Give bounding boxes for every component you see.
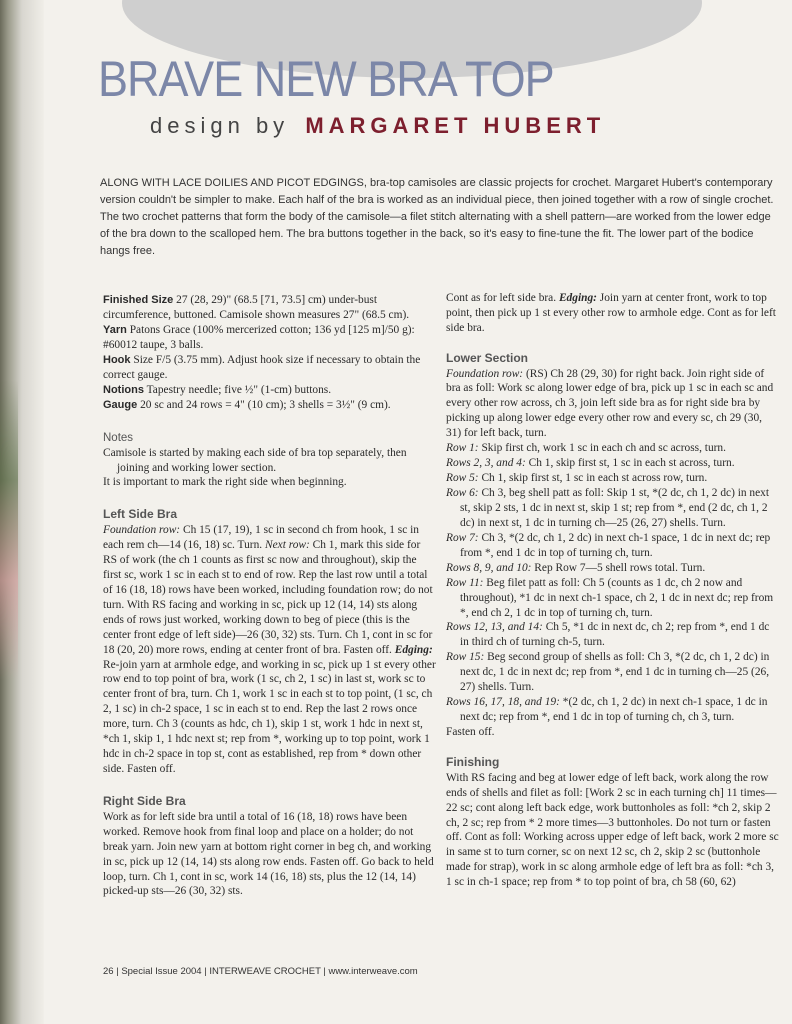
row-instruction [446,441,780,456]
row-label: Row 5: [446,472,479,485]
row-instruction [446,561,780,576]
lower-section-heading: Lower Section [446,350,529,365]
fasten-off: Fasten off. [446,726,495,739]
row-text: Beg second group of shells as foll: Ch 3, *(2 dc, ch 1, 2 dc) in next dc, 1 dc in next dc; rep from *, end 1 dc in turning ch—25 (26, 27) shells. Turn. [460,651,770,694]
note-item: It is important to mark the right side when beginning. [103,476,347,489]
row-text: Ch 1, skip first st, 1 sc in each st across, turn. [528,457,735,470]
row-text: Ch 5, *1 dc in next dc, ch 2; rep from *, end 1 dc in third ch of turning ch-5, turn. [460,621,770,649]
edging-text: Join yarn at center front, work to top point, then pick up 1 st every other row to armhole edge. Cont as for left side bra. [446,292,776,334]
byline-prefix: design by [150,113,290,138]
spec-label: Finished Size [103,294,174,306]
spec-label: Hook [103,353,131,366]
page-footer: 26 | Special Issue 2004 | INTERWEAVE CROCHET | www.interweave.com [103,966,418,977]
left-side-heading: Left Side Bra [103,507,178,522]
right-side-heading: Right Side Bra [103,794,186,809]
row-text: Ch 3, *(2 dc, ch 1, 2 dc) in next ch-1 space, 1 dc in next dc; rep from *, end 1 dc in top of turning ch, turn. [460,531,771,559]
row-label: Row 7: [446,531,479,544]
row-instruction [446,456,780,471]
spec-hook [103,353,437,383]
right-side-continued [446,291,780,336]
right-column [446,291,780,890]
row-text: Ch 1, skip first st, 1 sc in each st across row, turn. [481,472,708,485]
row-instructions-list [446,441,780,725]
foundation-text: Ch 15 (17, 19), 1 sc in second ch from hook, 1 sc in each rem ch—14 (16, 18) sc. Turn. [103,524,419,552]
specs-block [103,293,437,413]
foundation-text: (RS) Ch 28 (29, 30) for right back. Join right side of bra as foll: Work sc along lower edge of bra, pick up 1 sc in each sc and every other row across, ch 3, join left side bra as for right side bra by picking up along lower edge every other row and every sc, ch 29 (30, 31) for left back, turn. [446,367,774,440]
edging-label: Edging: [558,292,597,304]
next-row-label: Next row: [264,539,310,552]
row-label: Row 1: [446,442,479,455]
left-side-instructions [103,523,437,777]
spec-value: 20 sc and 24 rows = 4" (10 cm); 3 shells = 3½" (9 cm). [140,398,391,411]
continued-text: Cont as for left side bra. [446,292,557,304]
spec-label: Gauge [103,398,138,411]
foundation-label: Foundation row: [446,367,524,380]
spec-value: Size F/5 (3.75 mm). Adjust hook size if necessary to obtain the correct gauge. [103,353,421,381]
designer-name: MARGARET HUBERT [305,113,606,138]
row-label: Row 11: [446,576,484,589]
byline [150,113,605,139]
spec-finished-size [103,293,437,323]
spec-notions [103,383,437,398]
row-label: Rows 8, 9, and 10: [446,561,532,574]
row-label: Row 15: [446,651,485,664]
lower-foundation [446,367,780,442]
row-label: Row 6: [446,487,479,500]
edging-text: Re-join yarn at armhole edge, and working in sc, pick up 1 st every other row end to top point of bra, work (1 sc, ch 2, 1 sc) in last st, work sc to center front of bra, turn. Ch 1, work 1 sc in each st to top point, (1 sc, ch 2, 1 sc) in ch-2 space, 1 sc in each st to end. Rep the last 2 rows once more, turn. Ch 3 (counts as hdc, ch 1), skip 1 st, work 1 hdc in next st, *ch 1, skip 1, 1 hdc next st; rep from *, working up to top point, work 1 hdc in ch-2 space in top st, cont as established, rep from * down other side. Fasten off. [103,658,436,776]
row-label: Rows 16, 17, 18, and 19: [446,696,560,709]
row-instruction [446,620,780,650]
row-text: Beg filet patt as foll: Ch 5 (counts as 1 dc, ch 2 now and throughout), *1 dc in next ch-1 space, ch 2, 1 dc in next dc; rep from *, end ch 2, 1 dc in top of turning ch, turn. [460,576,774,619]
finishing-heading: Finishing [446,754,500,769]
intro-paragraph: ALONG WITH LACE DOILIES AND PICOT EDGINGS, bra-top camisoles are classic projects for crochet. Margaret Hubert's contemporary version couldn't be simpler to make. Each half of the bra is worked as an individual piece, then joined together with a row of single crochet. The two crochet patterns that form the body of the camisole—a filet stitch alternating with a shell pattern—are worked from the lower edge of the bra down to the scalloped hem. The bra buttons together in the back, so it's easy to fine-tune the fit. The lower part of the bodice hangs free. [100,177,774,258]
row-text: Skip first ch, work 1 sc in each ch and sc across, turn. [481,442,726,455]
row-instruction [446,486,780,531]
row-instruction [446,471,780,486]
row-instruction [446,531,780,561]
spec-yarn [103,323,437,353]
row-label: Rows 12, 13, and 14: [446,621,543,634]
finishing-text: With RS facing and beg at lower edge of left back, work along the row ends of shells and filet as foll: [Work 2 sc in each turning ch] 11 times—22 sc; cont along left back edge, work buttonholes as foll: *ch 2, skip 2 ch, 2 sc; rep from * 2 more times—3 buttonholes. Do not turn or fasten off. Cont as foll: Working across upper edge of left back, work 2 more sc in same st to turn corner, sc on next 12 sc, ch 2, skip 2 sc (buttonhole made for strap), work in sc along armhole edge of left bra as foll: *ch 3, 1 sc in ch-1 space; rep from * to top point of bra, ch 58 (60, 62) [446,771,779,889]
article-title: BRAVE NEW BRA TOP [98,50,554,108]
right-side-instructions: Work as for left side bra until a total of 16 (18, 18) rows have been worked. Remove hook from final loop and place on a holder; do not break yarn. Join new yarn at bottom right corner in beg ch, and working in sc, pick up 12 (14, 14) sts along row ends. Fasten off. Go back to held loop, turn. Ch 1, cont in sc, work 14 (16, 18) sts, plus the 12 (14, 14) picked-up sts—26 (30, 32) sts. [103,810,434,898]
spec-value: Patons Grace (100% mercerized cotton; 136 yd [125 m]/50 g): #60012 taupe, 3 balls. [103,323,415,351]
row-text: Rep Row 7—5 shell rows total. Turn. [534,561,706,574]
spec-gauge [103,398,437,413]
row-text: Ch 3, beg shell patt as foll: Skip 1 st, *(2 dc, ch 1, 2 dc) in next st, skip 2 sts, 1 dc in next st, skip 1 st; rep from *, end (2 dc, ch 1, 2 dc) in next st, 1 dc in turning ch—25 (26, 27) shells. Turn. [460,487,770,529]
spec-label: Notions [103,383,144,396]
next-row-text: Ch 1, mark this side for RS of work (the ch 1 counts as first sc now and throughout), skip the first sc, work 1 sc in each st to end of row. Rep the last row until a total of 16 (18, 18) rows have been worked, including foundation row; do not turn. With RS facing and working in sc, pick up 12 (14, 14) sts along ends of rows just worked, working down to beg of piece (this is the center front edge of left side)—26 (30, 32) sts. Turn. Ch 1, cont in sc for 18 (20, 20) more rows, ending at center front of bra. Fasten off. [103,539,433,656]
row-instruction [446,576,780,621]
row-instruction [446,695,780,725]
spec-value: Tapestry needle; five ½" (1-cm) buttons. [146,383,332,396]
left-column [103,293,437,899]
edging-label: Edging: [394,643,433,656]
page-gutter-shadow [0,0,44,1024]
notes-heading: Notes [103,431,134,444]
row-instruction [446,650,780,695]
spec-value: 27 (28, 29)" (68.5 [71, 73.5] cm) under-bust circumference, buttoned. Camisole shown measures 27" (68.5 cm). [103,294,410,321]
row-text: *(2 dc, ch 1, 2 dc) in next ch-1 space, 1 dc in next dc; rep from *, end 1 dc in top of turning ch, ch 3, turn. [460,696,768,724]
note-item: Camisole is started by making each side of bra top separately, then joining and working lower section. [103,446,407,474]
spec-label: Yarn [103,323,127,336]
foundation-label: Foundation row: [103,524,181,537]
row-label: Rows 2, 3, and 4: [446,457,526,470]
